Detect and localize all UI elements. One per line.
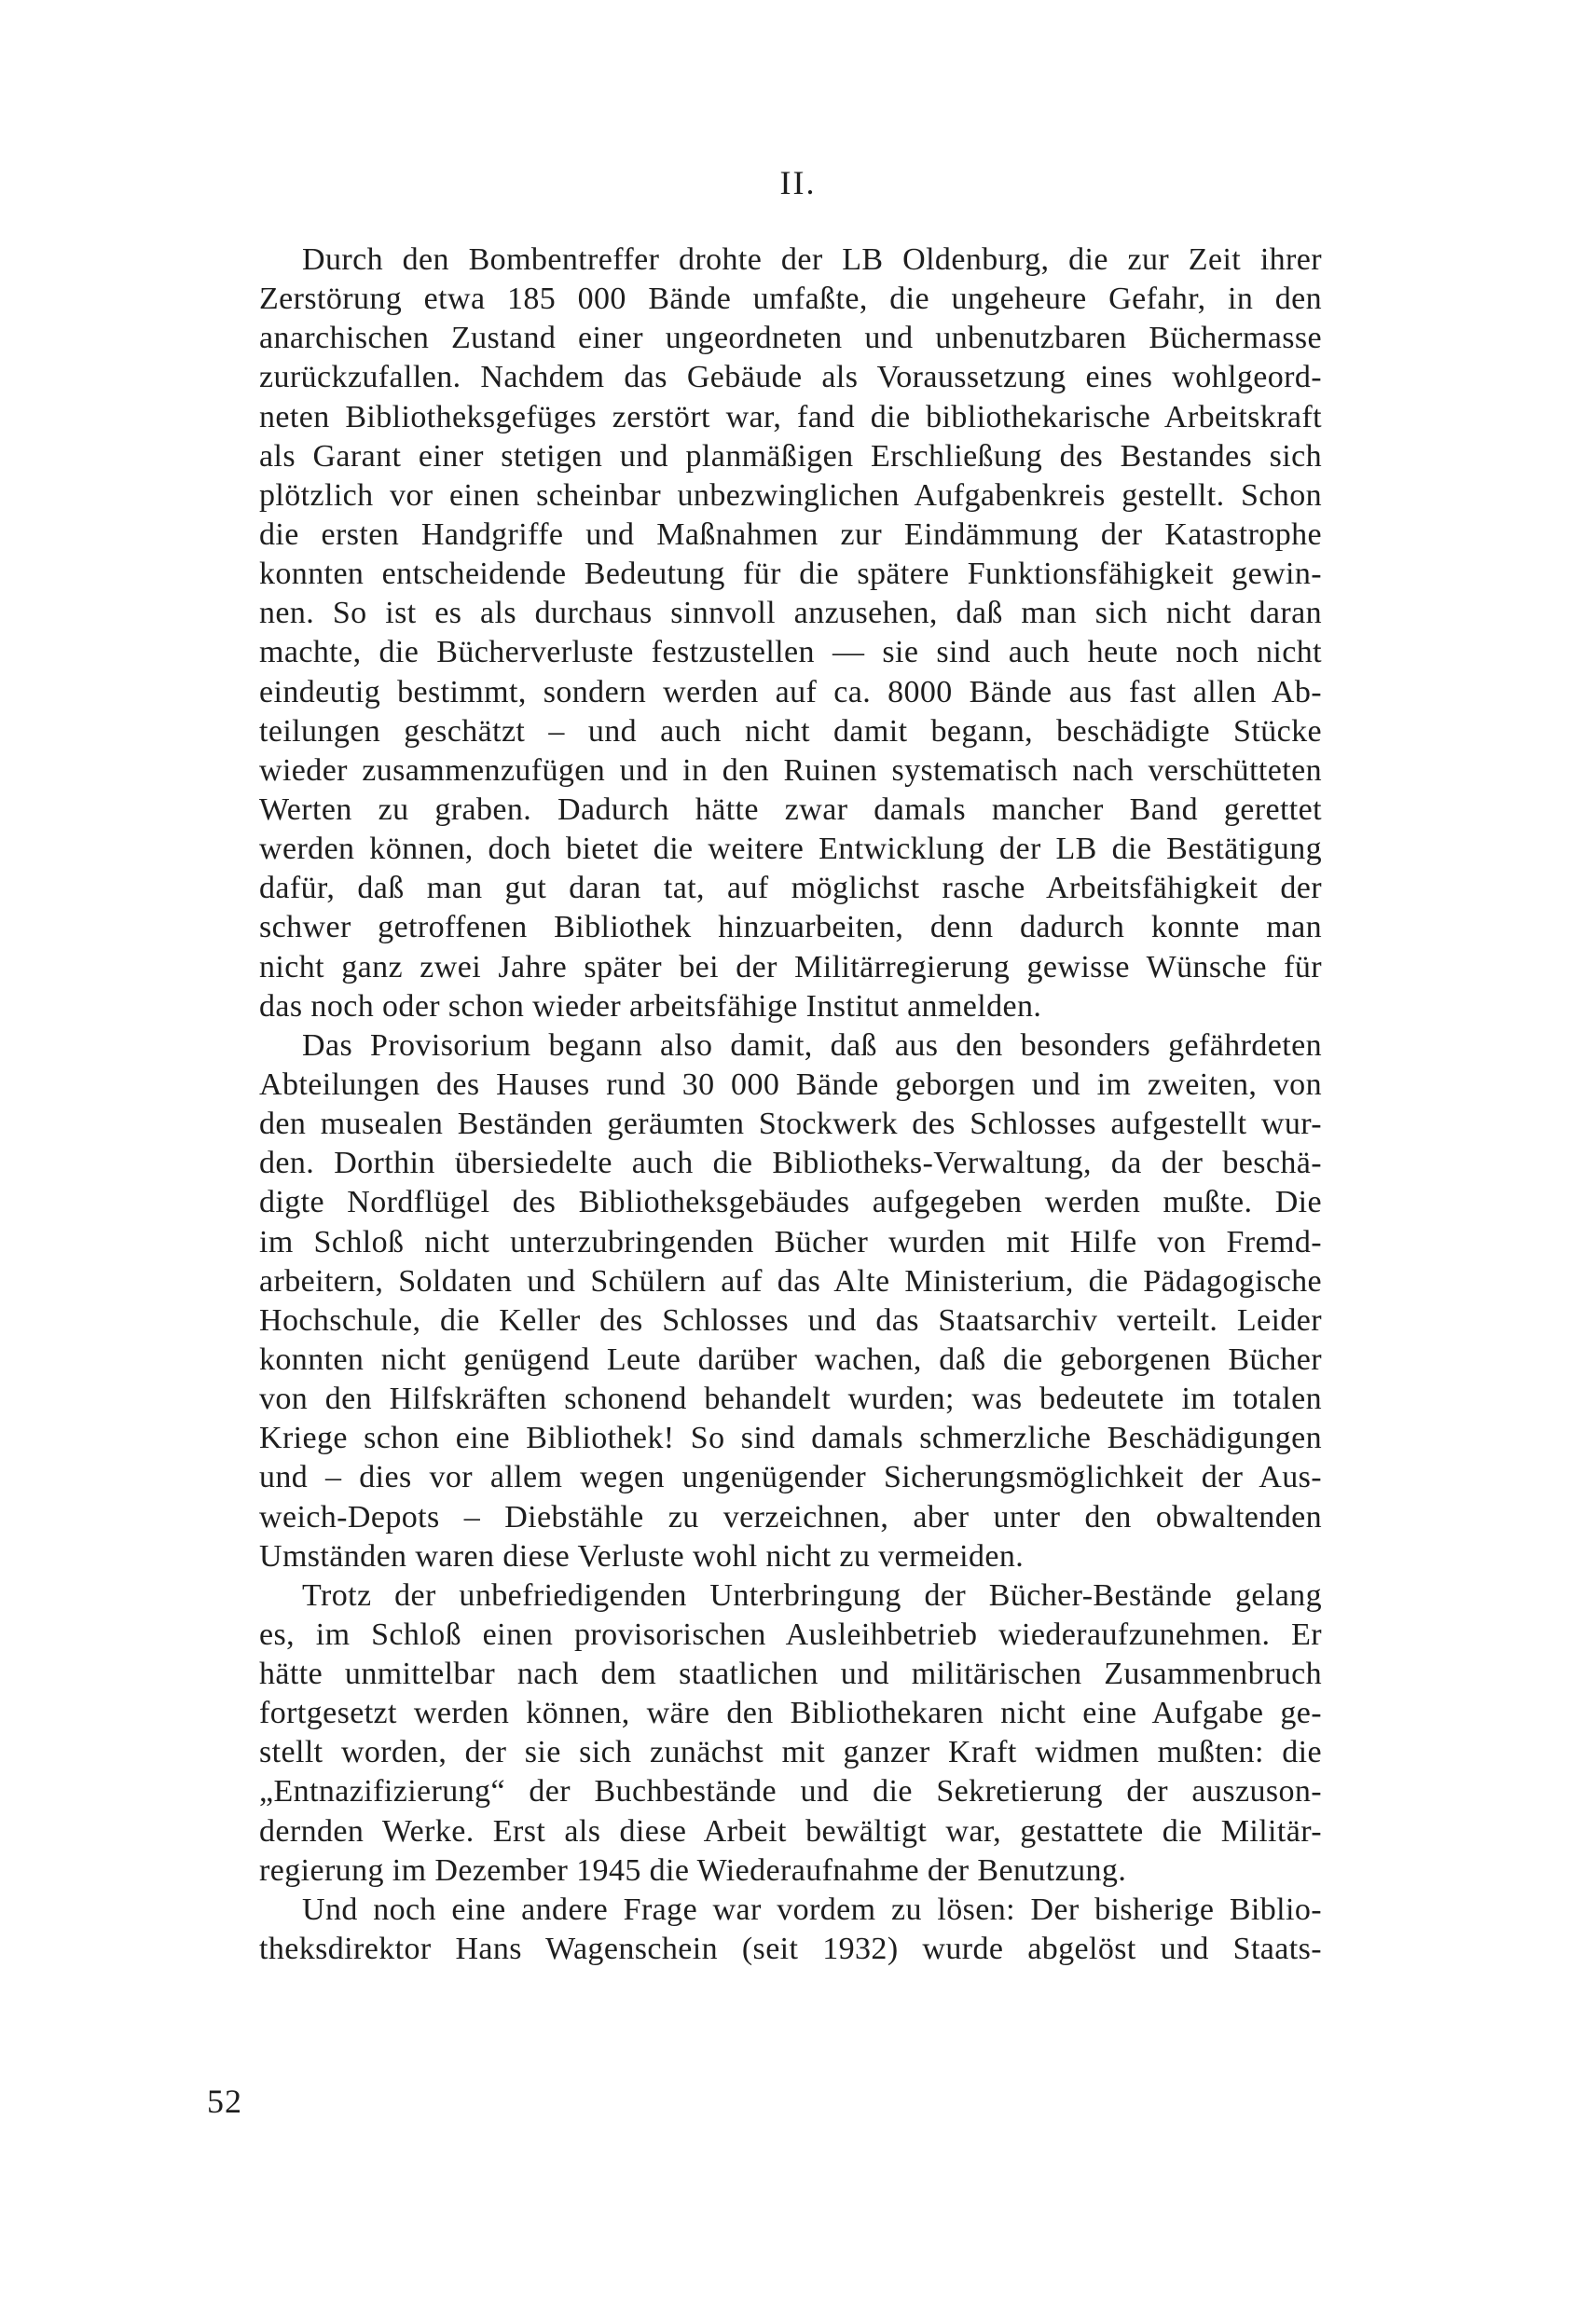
text-line: arbeitern, Soldaten und Schülern auf das Alte Ministerium, die Pädagogische <box>259 1263 1322 1299</box>
body-text <box>259 241 1322 1969</box>
text-line: im Schloß nicht unterzubringenden Bücher wurden mit Hilfe von Fremd- <box>259 1224 1322 1259</box>
text-line: Durch den Bombentreffer drohte der LB Oldenburg, die zur Zeit ihrer <box>302 242 1322 277</box>
text-line: hätte unmittelbar nach dem staatlichen und militärischen Zusammenbruch <box>259 1657 1322 1692</box>
page-number: 52 <box>207 2083 242 2120</box>
text-line: Trotz der unbefriedigenden Unterbringung der Bücher-Bestände gelang <box>302 1577 1322 1613</box>
text-line: zurückzufallen. Nachdem das Gebäude als Voraussetzung eines wohlgeord- <box>259 360 1322 395</box>
text-line: weich-Depots – Diebstähle zu verzeichnen, aber unter den obwaltenden <box>259 1499 1322 1534</box>
text-line: Hochschule, die Keller des Schlosses und das Staatsarchiv verteilt. Leider <box>259 1302 1322 1338</box>
text-line: und – dies vor allem wegen ungenügender Sicherungsmöglichkeit der Aus- <box>259 1460 1322 1495</box>
text-line: Und noch eine andere Frage war vordem zu lösen: Der bisherige Biblio- <box>302 1892 1322 1927</box>
text-line: fortgesetzt werden können, wäre den Bibliothekaren nicht eine Aufgabe ge- <box>259 1696 1322 1731</box>
text-line: als Garant einer stetigen und planmäßigen Erschließung des Bestandes sich <box>259 438 1322 474</box>
text-line: nicht ganz zwei Jahre später bei der Militärregierung gewisse Wünsche für <box>259 949 1322 984</box>
text-line: den musealen Beständen geräumten Stockwerk des Schlosses aufgestellt wur- <box>259 1107 1322 1142</box>
text-line: schwer getroffenen Bibliothek hinzuarbeiten, denn dadurch konnte man <box>259 910 1322 945</box>
text-line: Umständen waren diese Verluste wohl nicht zu vermeiden. <box>259 1538 1025 1574</box>
text-line: anarchischen Zustand einer ungeordneten und unbenutzbaren Büchermasse <box>259 321 1322 356</box>
section-heading: II. <box>779 164 817 201</box>
text-line: werden können, doch bietet die weitere Entwicklung der LB die Bestätigung <box>259 832 1322 867</box>
text-line: nen. So ist es als durchaus sinnvoll anzusehen, daß man sich nicht daran <box>259 596 1322 631</box>
text-line: regierung im Dezember 1945 die Wiederaufnahme der Benutzung. <box>259 1852 1127 1888</box>
text-line: konnten nicht genügend Leute darüber wachen, daß die geborgenen Bücher <box>259 1342 1322 1377</box>
text-line: dernden Werke. Erst als diese Arbeit bewältigt war, gestattete die Militär- <box>259 1813 1322 1849</box>
text-line: Das Provisorium begann also damit, daß aus den besonders gefährdeten <box>302 1027 1322 1063</box>
text-line: dafür, daß man gut daran tat, auf möglichst rasche Arbeitsfähigkeit der <box>259 871 1322 906</box>
text-line: eindeutig bestimmt, sondern werden auf ca. 8000 Bände aus fast allen Ab- <box>259 674 1322 709</box>
text-line: neten Bibliotheksgefüges zerstört war, fand die bibliothekarische Arbeitskraft <box>259 399 1322 434</box>
text-line: den. Dorthin übersiedelte auch die Bibliotheks-Verwaltung, da der beschä- <box>259 1146 1322 1181</box>
text-line: wieder zusammenzufügen und in den Ruinen systematisch nach verschütteten <box>259 752 1322 788</box>
text-line: „Entnazifizierung“ der Buchbestände und die Sekretierung der auszuson- <box>259 1774 1322 1810</box>
text-line: stellt worden, der sie sich zunächst mit ganzer Kraft widmen mußten: die <box>259 1735 1322 1770</box>
text-line: von den Hilfskräften schonend behandelt wurden; was bedeutete im totalen <box>259 1382 1322 1417</box>
text-line: machte, die Bücherverluste festzustellen — sie sind auch heute noch nicht <box>259 635 1322 670</box>
text-line: Werten zu graben. Dadurch hätte zwar damals mancher Band gerettet <box>259 791 1322 827</box>
text-line: theksdirektor Hans Wagenschein (seit 1932) wurde abgelöst und Staats- <box>259 1932 1322 1967</box>
text-line: digte Nordflügel des Bibliotheksgebäudes aufgegeben werden mußte. Die <box>259 1185 1322 1220</box>
text-line: Zerstörung etwa 185 000 Bände umfaßte, die ungeheure Gefahr, in den <box>259 282 1322 317</box>
text-line: die ersten Handgriffe und Maßnahmen zur Eindämmung der Katastrophe <box>259 516 1322 552</box>
text-line: das noch oder schon wieder arbeitsfähige Institut anmelden. <box>259 988 1042 1024</box>
text-line: es, im Schloß einen provisorischen Ausleihbetrieb wiederaufzunehmen. Er <box>259 1617 1322 1652</box>
text-line: Abteilungen des Hauses rund 30 000 Bände geborgen und im zweiten, von <box>259 1067 1322 1102</box>
text-line: konnten entscheidende Bedeutung für die spätere Funktionsfähigkeit gewin- <box>259 557 1322 592</box>
text-line: teilungen geschätzt – und auch nicht damit begann, beschädigte Stücke <box>259 713 1322 749</box>
text-line: Kriege schon eine Bibliothek! So sind damals schmerzliche Beschädigungen <box>259 1421 1322 1456</box>
text-line: plötzlich vor einen scheinbar unbezwinglichen Aufgabenkreis gestellt. Schon <box>259 477 1322 513</box>
